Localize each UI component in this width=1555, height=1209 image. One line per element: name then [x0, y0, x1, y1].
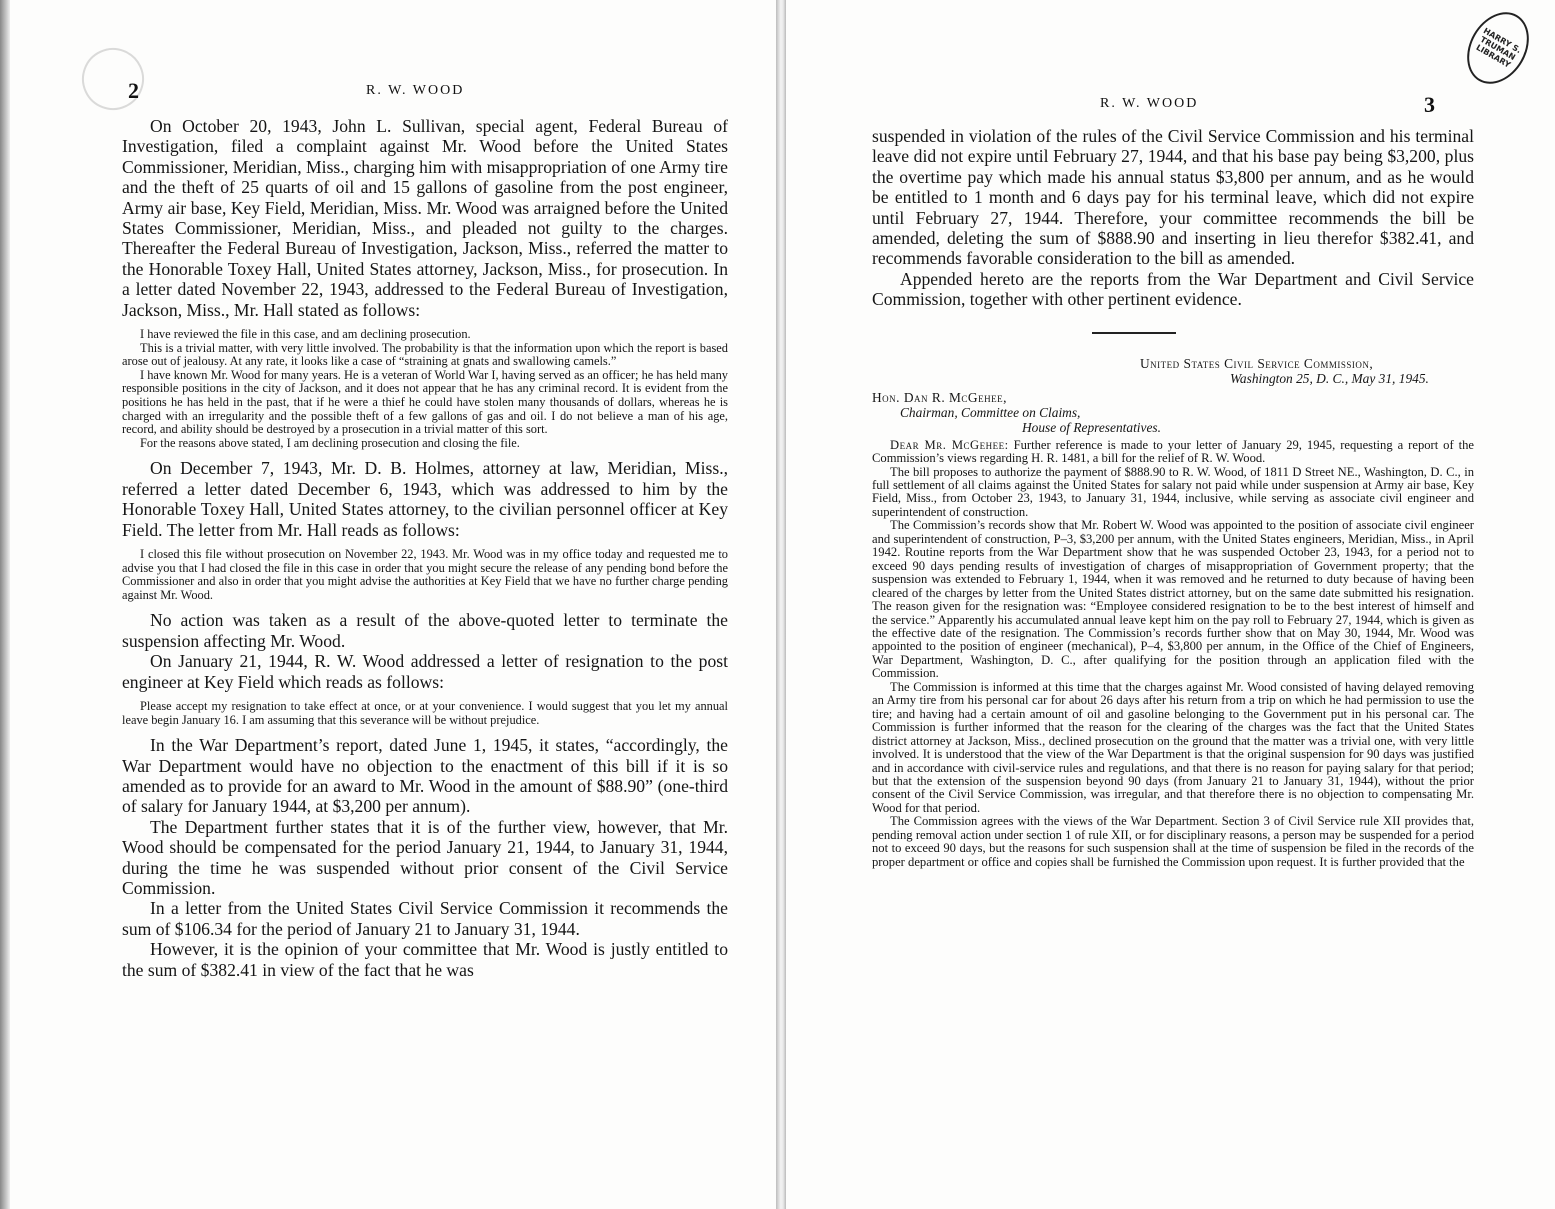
- block-quote: [122, 700, 728, 727]
- quote-paragraph: I have reviewed the file in this case, and am declining prosecution.: [140, 327, 471, 342]
- page-edge-shadow: [0, 0, 10, 1209]
- paragraph: In the War Department’s report, dated June 1, 1945, it states, “accordingly, the War Department would have no objection to the enactment of this bill if it is so amended as to provide for an award to Mr. Wood in the amount of $88.90” (one-third of salary for January 1944, at $3,200 per annum).: [122, 735, 728, 817]
- paragraph: Appended hereto are the reports from the War Department and Civil Service Commission, together with other pertinent evidence.: [872, 268, 1474, 310]
- letter-paragraph: The bill proposes to authorize the payment of $888.90 to R. W. Wood, of 1811 D Street NE., Washington, D. C., in full settlement of all claims against the United States for salary not paid while under suspension at Army air base, Key Field, Miss., from October 23, 1943, to January 31, 1944, inclusive, while serving as associate civil engineer and superintendent of construction.: [872, 464, 1474, 519]
- block-quote: [122, 328, 728, 450]
- paragraph: No action was taken as a result of the above-quoted letter to terminate the suspension affecting Mr. Wood.: [122, 610, 728, 651]
- quote-paragraph: This is a trivial matter, with very little involved. The probability is that the information upon which the report is based arose out of jealousy. At any rate, it looks like a case of “straining at gnats and swallowing camels.”: [122, 340, 728, 369]
- right-page-body: [872, 126, 1474, 869]
- page-number: 2: [128, 78, 139, 103]
- letter-paragraph: [872, 439, 1474, 466]
- paragraph: The Department further states that it is of the further view, however, that Mr. Wood should be compensated for the period January 21, 1944, to January 31, 1944, during the time he was suspended without prior consent of the Civil Service Commission.: [122, 816, 728, 899]
- letter-heading: [1140, 356, 1474, 386]
- right-page-header: [786, 78, 1555, 117]
- addressee-body: House of Representatives.: [1022, 419, 1161, 435]
- left-page-header: [0, 78, 778, 108]
- quote-paragraph: Please accept my resignation to take effect at once, or at your convenience. I would suggest that you let my annual leave begin January 16. I am assuming that this severance will be without prejudice.: [122, 699, 728, 727]
- page-number: 3: [1424, 92, 1435, 117]
- library-stamp: HARRY S. TRUMAN LIBRARY: [1455, 1, 1541, 95]
- paragraph: However, it is the opinion of your committee that Mr. Wood is justly entitled to the sum of $382.41 in view of the fact that he was: [122, 939, 728, 980]
- right-page: [786, 0, 1555, 1209]
- running-head: R. W. WOOD: [1100, 96, 1199, 111]
- addressee-name: Hon. Dan R. McGehee,: [872, 389, 1007, 405]
- letter-text: Further reference is made to your letter of January 29, 1945, requesting a report of the Commission’s views regarding H. R. 1481, a bill for the relief of R. W. Wood.: [872, 437, 1475, 466]
- paragraph: On December 7, 1943, Mr. D. B. Holmes, attorney at law, Meridian, Miss., referred a letter dated December 6, 1943, which was addressed to him by the Honorable Toxey Hall, United States attorney, to the civilian personnel officer at Key Field. The letter from Mr. Hall reads as follows:: [122, 458, 728, 540]
- addressee-title: Chairman, Committee on Claims,: [900, 404, 1081, 420]
- running-head: R. W. WOOD: [366, 83, 465, 98]
- letter-place-date: Washington 25, D. C., May 31, 1945.: [1230, 370, 1429, 386]
- paragraph: On October 20, 1943, John L. Sullivan, special agent, Federal Bureau of Investigation, filed a complaint against Mr. Wood before the United States Commissioner, Meridian, Miss., charging him with misappropriation of one Army tire and the theft of 25 quarts of oil and 15 gallons of gasoline from the post engineer, Army air base, Key Field, Meridian, Miss. Mr. Wood was arraigned before the United States Commissioner, Meridian, Miss., and pleaded not guilty to the charges. Thereafter the Federal Bureau of Investigation, Jackson, Miss., referred the matter to the Honorable Toxey Hall, United States attorney, Jackson, Miss., for prosecution. In a letter dated November 22, 1943, addressed to the Federal Bureau of Investigation, Jackson, Miss., Mr. Hall stated as follows:: [122, 116, 728, 320]
- left-page-body: [122, 116, 728, 980]
- letter-paragraph: The Commission agrees with the views of the War Department. Section 3 of Civil Service rule XII provides that, pending removal action under section 1 of rule XII, or for disciplinary reasons, a person may be suspended for a period not to exceed 90 days, but the reasons for such suspension shall at the time of suspension be filed in the records of the proper department or office and copies shall be furnished the Commission upon request. It is further provided that the: [872, 814, 1474, 869]
- block-quote: [122, 548, 728, 602]
- quote-paragraph: For the reasons above stated, I am declining prosecution and closing the file.: [140, 435, 520, 450]
- quote-paragraph: I have known Mr. Wood for many years. He is a veteran of World War I, having served as an officer; he has held many responsible positions in the city of Jackson, and it does not appear that he has any criminal record. It is evident from the positions he has held in the past, that if he were a thief he could have stolen many thousands of dollars, whereas he is charged with an irregularity and the possible theft of a few gallons of gas and oil. I do not believe a man of his age, record, and ability should be destroyed by a prosecution in a trivial matter of this sort.: [122, 367, 728, 437]
- letter-salutation: Dear Mr. McGehee:: [890, 437, 1009, 452]
- paragraph: In a letter from the United States Civil Service Commission it recommends the sum of $106.34 for the period of January 21 to January 31, 1944.: [122, 898, 728, 939]
- letter-paragraph: The Commission’s records show that Mr. Robert W. Wood was appointed to the position of associate civil engineer and superintendent of construction, P–3, $3,200 per annum, with the United States engineers, Meridian, Miss., in April 1942. Routine reports from the War Department show that he was suspended October 23, 1943, for a period not to exceed 90 days pending results of investigation of charges of misappropriation of Government property; that the suspension was extended to February 1, 1944, when it was removed and he returned to duty because of having been cleared of the charges by letter from the United States district attorney, but on the same date submitted his resignation. The reason given for the resignation was: “Employee considered resignation to be to the best interest of himself and the service.” Apparently his accumulated annual leave kept him on the pay roll to February 27, 1944, which is given as the effective date of the resignation. The Commission’s records further show that on May 30, 1944, Mr. Wood was appointed to the position of engineer (mechanical), P–4, $3,800 per annum, in the Office of the Chief of Engineers, War Department, Washington, D. C., after qualifying for the position through an application filed with the Commission.: [872, 518, 1474, 681]
- letter-addressee: [872, 390, 1474, 435]
- quote-paragraph: I closed this file without prosecution on November 22, 1943. Mr. Wood was in my office today and requested me to advise you that I had closed the file in this case in order that you might secure the release of any pending bond before the Commissioner and also in order that you might advise the authorities at Key Field that we have no further charge pending against Mr. Wood.: [122, 547, 728, 602]
- section-divider: [1092, 332, 1176, 334]
- letter-sender: United States Civil Service Commission,: [1140, 355, 1374, 371]
- letter-paragraph: The Commission is informed at this time that the charges against Mr. Wood consisted of having delayed removing an Army tire from his personal car for about 26 days after his return from a trip on which he had permission to use the tire; and having had a certain amount of oil and gasoline belonging to the Government put in his personal car. The Commission is further informed that the reason for the clearing of the charges was the fact that the United States district attorney at Jackson, Miss., declined prosecution on the ground that the matter was a trivial one, with very little involved. It is understood that the view of the War Department is that the original suspension for 90 days was justified and in accordance with civil-service rules and regulations, and that there is no reason for paying salary for that period; but that the extension of the suspension beyond 90 days (from January 21 to January 31, 1944), without the prior consent of the Civil Service Commission, was irregular, and that therefore there is no objection to compensating Mr. Wood for that period.: [872, 679, 1474, 815]
- paragraph: suspended in violation of the rules of the Civil Service Commission and his terminal leave did not expire until February 27, 1944, and that his base pay being $3,200, plus the overtime pay which made his annual status $3,800 per annum, and as he would be entitled to 1 month and 6 days pay for his terminal leave, which did not expire until February 27, 1944. Therefore, your committee recommends the bill be amended, deleting the sum of $888.90 and inserting in lieu therefor $382.41, and recommends favorable consideration to the bill as amended.: [872, 126, 1474, 269]
- paragraph: On January 21, 1944, R. W. Wood addressed a letter of resignation to the post engineer at Key Field which reads as follows:: [122, 651, 728, 692]
